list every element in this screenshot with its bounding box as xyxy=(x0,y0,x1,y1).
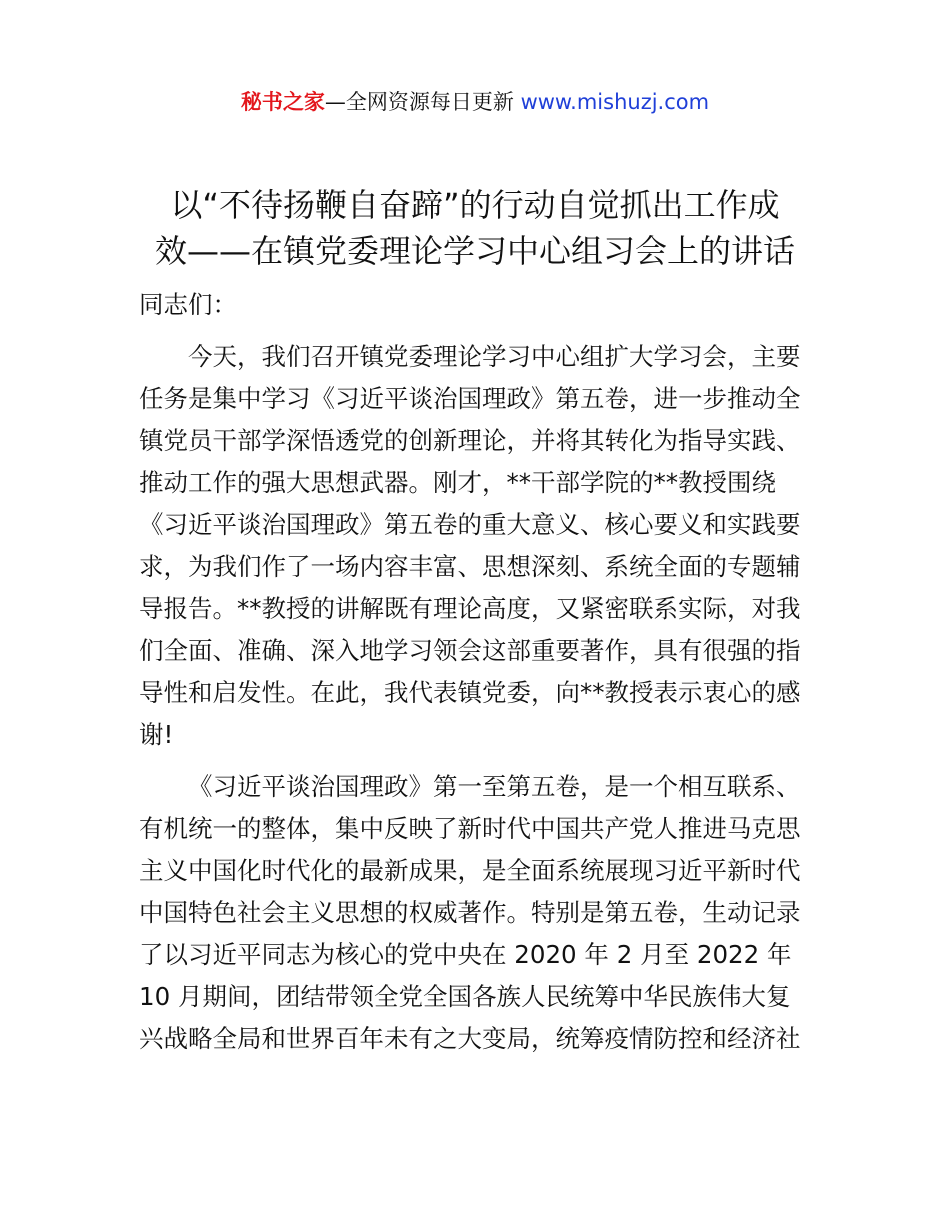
paragraph-line: 谢! xyxy=(139,720,174,749)
salutation: 同志们： xyxy=(139,290,237,319)
header-tagline: —全网资源每日更新 xyxy=(324,90,514,114)
paragraph-line: 兴战略全局和世界百年未有之大变局，统筹疫情防控和经济社 xyxy=(139,1024,801,1053)
document-body xyxy=(139,284,811,1060)
paragraph-line: 任务是集中学习《习近平谈治国理政》第五卷，进一步推动全 xyxy=(139,384,801,413)
paragraph-line: 主义中国化时代化的最新成果，是全面系统展现习近平新时代 xyxy=(139,856,801,885)
brand-name: 秘书之家 xyxy=(240,90,325,114)
paragraph-line: 导报告。**教授的讲解既有理论高度，又紧密联系实际，对我 xyxy=(139,594,801,623)
paragraph-line: 们全面、准确、深入地学习领会这部重要著作，具有很强的指 xyxy=(139,636,801,665)
paragraph-line: 10 月期间，团结带领全党全国各族人民统筹中华民族伟大复 xyxy=(139,982,791,1011)
document-title xyxy=(120,182,830,274)
paragraph-line: 《习近平谈治国理政》第五卷的重大意义、核心要义和实践要 xyxy=(139,510,801,539)
title-line-2: 效——在镇党委理论学习中心组习会上的讲话 xyxy=(154,232,795,270)
paragraph-2 xyxy=(139,766,811,1060)
paragraph-line: 推动工作的强大思想武器。刚才，**干部学院的**教授围绕 xyxy=(139,468,776,497)
paragraph-line: 《习近平谈治国理政》第一至第五卷，是一个相互联系、 xyxy=(188,772,801,801)
paragraph-gap xyxy=(139,326,811,336)
paragraph-gap xyxy=(139,756,811,766)
paragraph-line: 中国特色社会主义思想的权威著作。特别是第五卷，生动记录 xyxy=(139,898,801,927)
paragraph-line: 今天，我们召开镇党委理论学习中心组扩大学习会，主要 xyxy=(188,342,801,371)
paragraph-line: 镇党员干部学深悟透党的创新理论，并将其转化为指导实践、 xyxy=(139,426,801,455)
site-header xyxy=(0,86,950,118)
paragraph-line: 了以习近平同志为核心的党中央在 2020 年 2 月至 2022 年 xyxy=(139,940,792,969)
site-url-link[interactable]: www.mishuzj.com xyxy=(520,90,710,114)
paragraph-line: 有机统一的整体，集中反映了新时代中国共产党人推进马克思 xyxy=(139,814,801,843)
title-line-1: 以“不待扬鞭自奋蹄”的行动自觉抓出工作成 xyxy=(170,186,780,224)
paragraph-1 xyxy=(139,336,811,756)
paragraph-line: 导性和启发性。在此，我代表镇党委，向**教授表示衷心的感 xyxy=(139,678,801,707)
paragraph-line: 求，为我们作了一场内容丰富、思想深刻、系统全面的专题辅 xyxy=(139,552,801,581)
